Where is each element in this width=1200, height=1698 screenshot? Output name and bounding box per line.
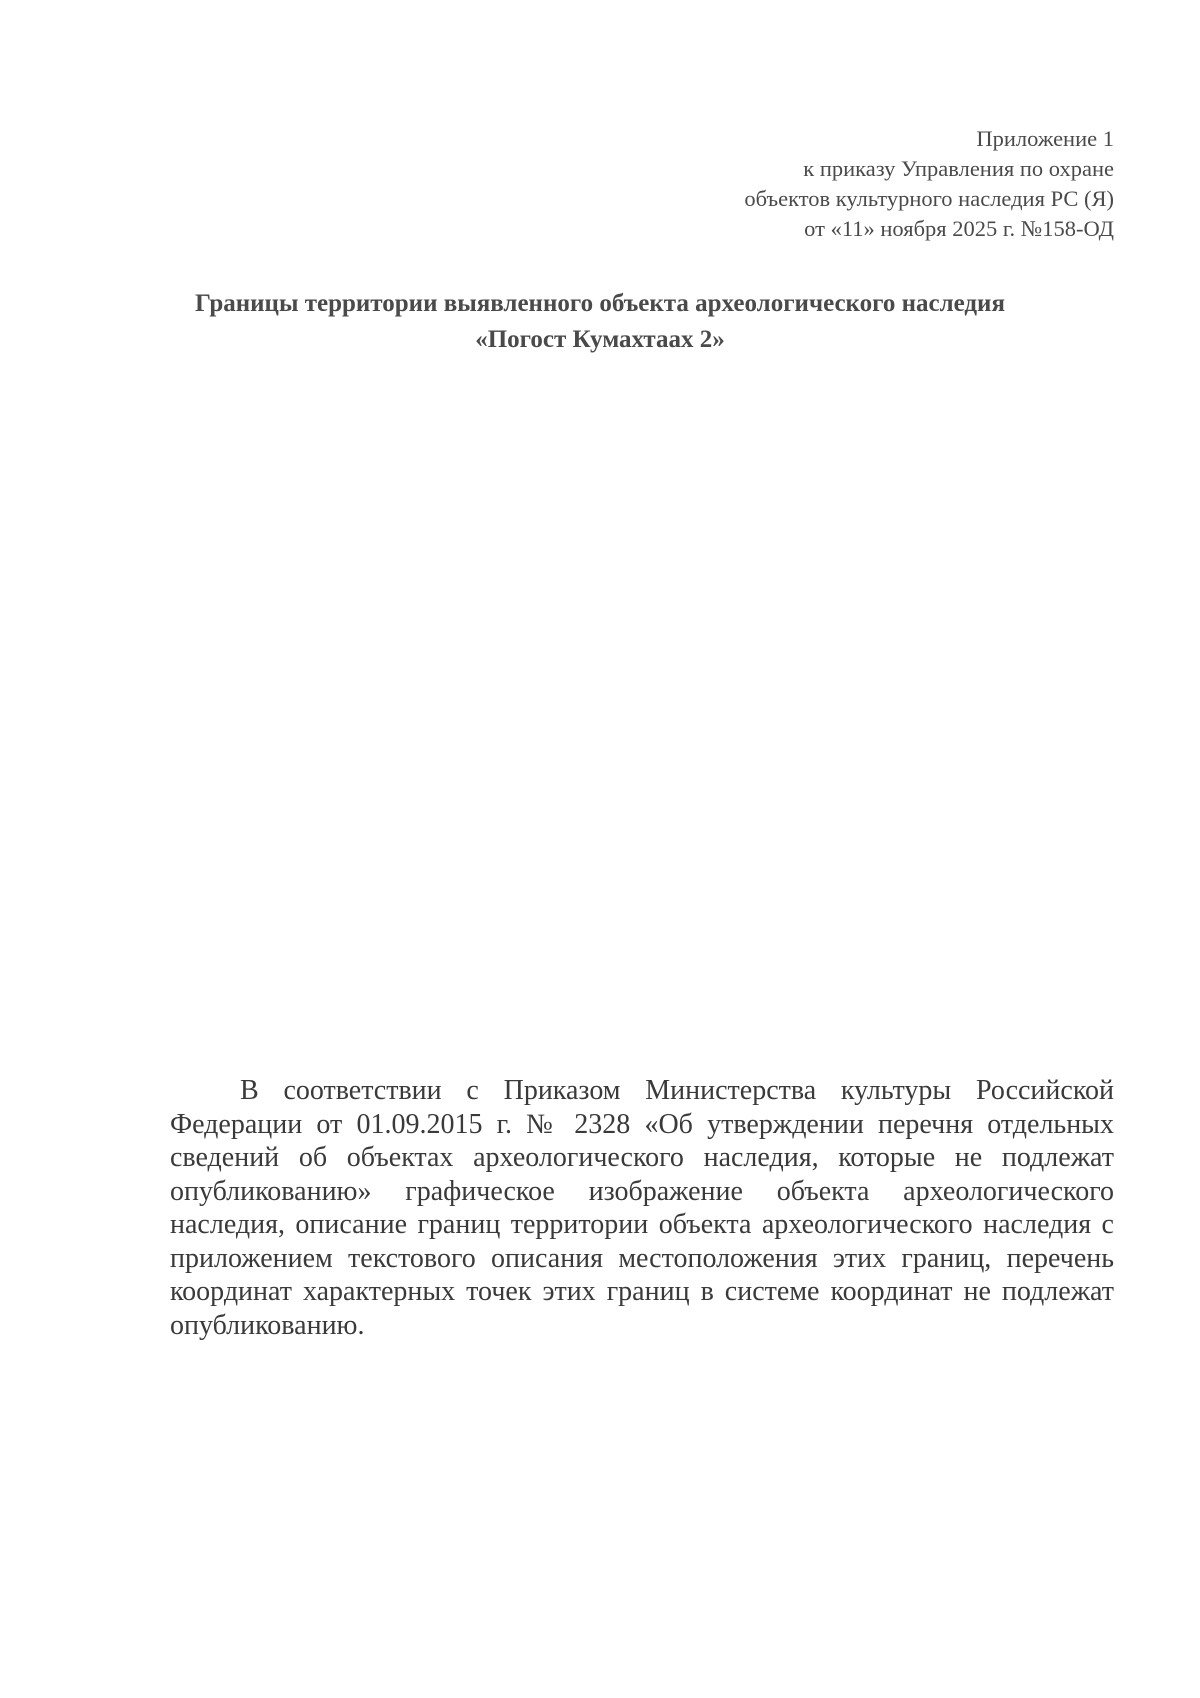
title-line-1: Границы территории выявленного объекта археологического наследия: [195, 290, 1005, 317]
body-paragraph-block: [170, 1074, 1114, 1342]
body-paragraph: В соответствии с Приказом Министерства культуры Российской Федерации от 01.09.2015 г. № 2328 «Об утверждении перечня отдельных сведений об объектах археологического наследия, которые не подлежат опубликованию» графическое изображение объекта археологического наследия, описание границ территории объекта археологического наследия с приложением текстового описания местоположения этих границ, перечень координат характерных точек этих границ в системе координат не подлежат опубликованию.: [170, 1075, 1114, 1341]
appendix-number: Приложение 1: [976, 126, 1114, 151]
appendix-order-ref: к приказу Управления по охране: [803, 156, 1114, 181]
document-title: [100, 286, 1100, 358]
appendix-header: [514, 124, 1114, 244]
appendix-authority: объектов культурного наследия РС (Я): [744, 186, 1114, 211]
appendix-date-number: от «11» ноября 2025 г. №158-ОД: [804, 216, 1114, 241]
title-line-2: «Погост Кумахтаах 2»: [475, 326, 725, 353]
